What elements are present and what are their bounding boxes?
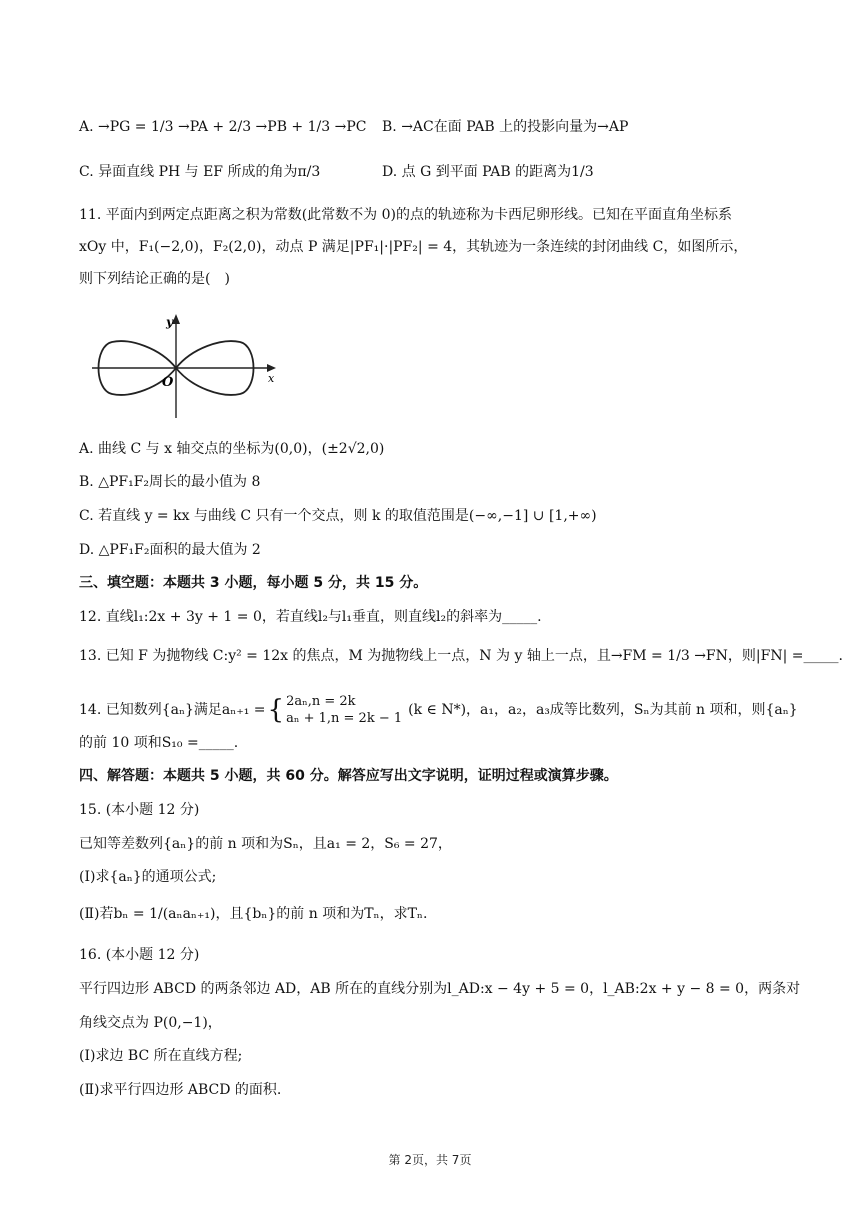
q15-title: 15. (本小题 12 分): [79, 802, 200, 818]
q12: 12. 直线l₁:2x + 3y + 1 = 0，若直线l₂与l₁垂直，则直线l₂的斜率为_____.: [79, 609, 542, 625]
q10-option-b: B. →AC在面 PAB 上的投影向量为→AP: [382, 119, 629, 135]
q14-case1: 2aₙ,n = 2k: [286, 694, 356, 709]
y-axis-label: y: [166, 315, 173, 329]
section-3-heading: 三、填空题：本题共 3 小题，每小题 5 分，共 15 分。: [79, 575, 428, 591]
q14-line1: [79, 693, 798, 727]
origin-label: O: [162, 375, 174, 390]
q11-option-a: A. 曲线 C 与 x 轴交点的坐标为(0,0)，(±2√2,0): [79, 441, 385, 457]
cassini-oval-figure: [90, 310, 284, 420]
y-axis-arrow: [172, 314, 180, 324]
q11-stem-line2: xOy 中，F₁(−2,0)，F₂(2,0)，动点 P 满足|PF₁|·|PF₂| = 4，其轨迹为一条连续的封闭曲线 C，如图所示，: [79, 239, 748, 255]
q16-stem-line2: 角线交点为 P(0,−1)，: [79, 1015, 222, 1031]
q11-option-d: D. △PF₁F₂面积的最大值为 2: [79, 542, 261, 558]
q16-title: 16. (本小题 12 分): [79, 947, 200, 963]
q15-part1: (Ⅰ)求{aₙ}的通项公式;: [79, 869, 217, 885]
q11-option-c: C. 若直线 y = kx 与曲线 C 只有一个交点，则 k 的取值范围是(−∞,−1] ∪ [1,+∞): [79, 508, 597, 524]
section-4-heading: 四、解答题：本题共 5 小题，共 60 分。解答应写出文字说明，证明过程或演算步骤。: [79, 768, 618, 784]
q15-stem: 已知等差数列{aₙ}的前 n 项和为Sₙ，且a₁ = 2，S₆ = 27，: [79, 836, 452, 852]
q14-suffix: (k ∈ N*)，a₁，a₂，a₃成等比数列，Sₙ为其前 n 项和，则{aₙ}: [408, 702, 798, 718]
q11-stem-line3: 则下列结论正确的是( ): [79, 271, 230, 287]
q14-line2: 的前 10 项和S₁₀ =_____.: [79, 735, 239, 751]
q15-part2: (Ⅱ)若bₙ = 1/(aₙaₙ₊₁)，且{bₙ}的前 n 项和为Tₙ，求Tₙ.: [79, 906, 428, 922]
q14-prefix: 14. 已知数列{aₙ}满足aₙ₊₁ =: [79, 702, 266, 718]
q13: 13. 已知 F 为抛物线 C:y² = 12x 的焦点，M 为抛物线上一点，N 为 y 轴上一点，且→FM = 1/3 →FN，则|FN| =_____.: [79, 648, 843, 664]
q11-option-b: B. △PF₁F₂周长的最小值为 8: [79, 474, 261, 490]
q16-stem-line1: 平行四边形 ABCD 的两条邻边 AD，AB 所在的直线分别为l_AD:x − 4y + 5 = 0，l_AB:2x + y − 8 = 0，两条对: [79, 981, 801, 997]
q10-option-a: A. →PG = 1/3 →PA + 2/3 →PB + 1/3 →PC: [79, 119, 367, 135]
page-footer: 第 2页，共 7页: [388, 1153, 472, 1167]
q11-stem-line1: 11. 平面内到两定点距离之积为常数(此常数不为 0)的点的轨迹称为卡西尼卵形线。已知在平面直角坐标系: [79, 207, 732, 223]
x-axis-label: x: [268, 372, 275, 385]
q14-case2: aₙ + 1,n = 2k − 1: [286, 711, 403, 726]
q16-part2: (Ⅱ)求平行四边形 ABCD 的面积.: [79, 1082, 282, 1098]
q10-option-c: C. 异面直线 PH 与 EF 所成的角为π/3: [79, 164, 321, 180]
q10-option-d: D. 点 G 到平面 PAB 的距离为1/3: [382, 164, 594, 180]
x-axis-arrow: [267, 364, 276, 372]
q16-part1: (Ⅰ)求边 BC 所在直线方程;: [79, 1048, 243, 1064]
piecewise-brace: {: [267, 695, 285, 725]
q14-cases: [286, 693, 402, 727]
